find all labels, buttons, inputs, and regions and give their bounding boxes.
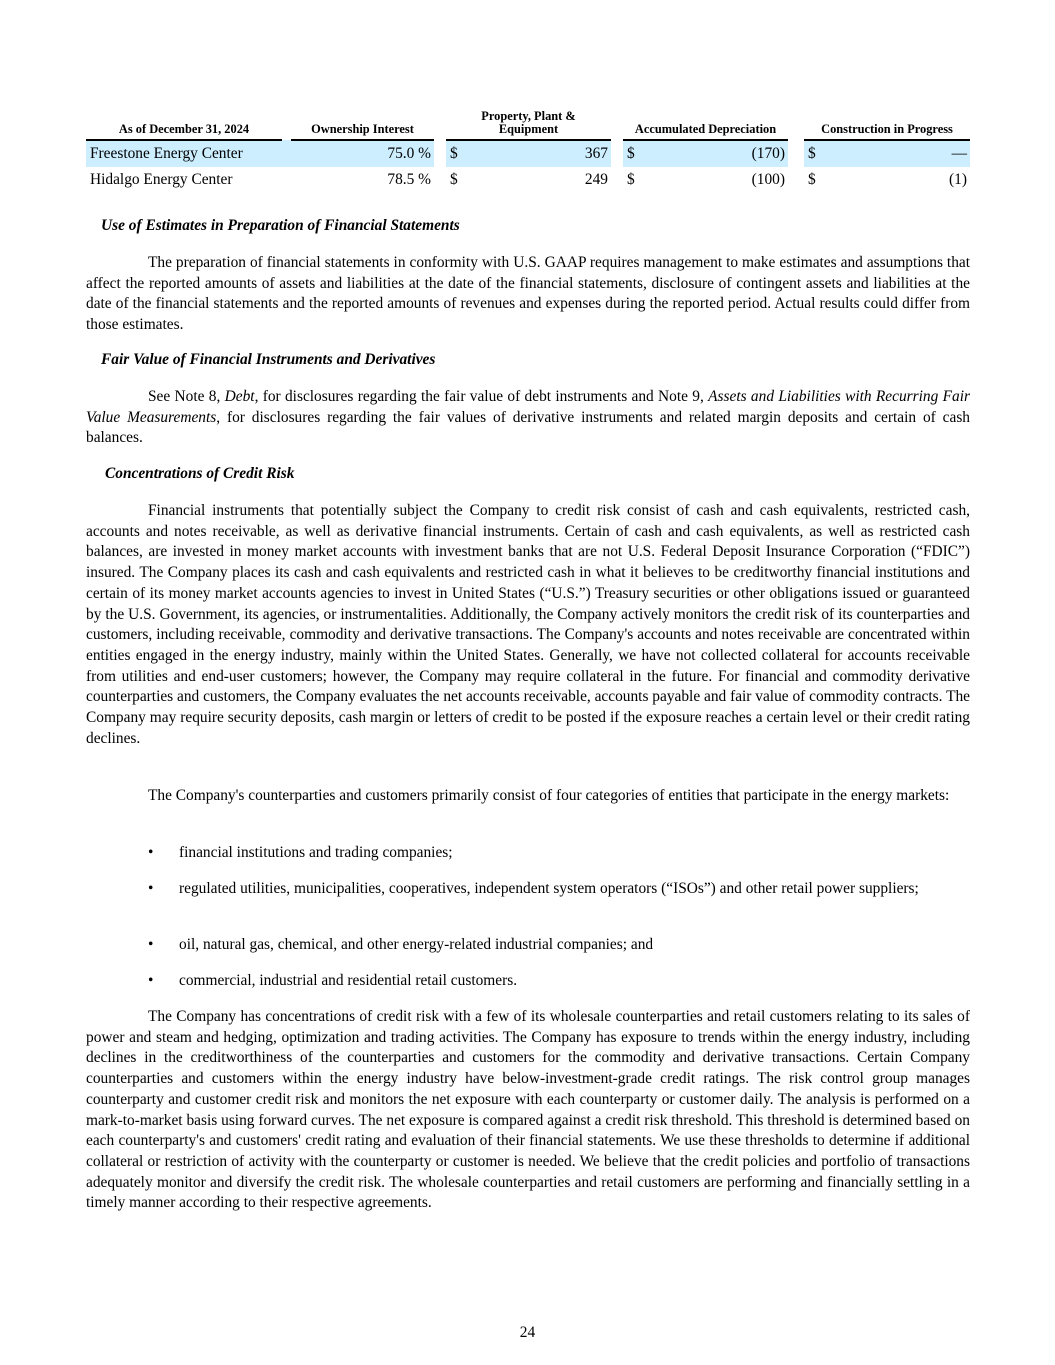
row-name: Hidalgo Energy Center bbox=[90, 170, 233, 188]
table-header-row bbox=[86, 110, 970, 140]
table-row bbox=[86, 140, 970, 167]
row-depreciation: (170) bbox=[643, 140, 788, 167]
currency-symbol: $ bbox=[450, 170, 458, 188]
section-heading-fair-value: Fair Value of Financial Instruments and Derivatives bbox=[101, 351, 436, 368]
row-construction: — bbox=[824, 140, 970, 167]
header-ppe: Property, Plant & Equipment bbox=[446, 110, 611, 140]
header-construction-in-progress: Construction in Progress bbox=[804, 110, 970, 140]
paragraph-estimates: The preparation of financial statements in conformity with U.S. GAAP requires management to make estimates and assumptions that affect the reported amounts of assets and liabilities at the date of the financial statements, disclosure of contingent assets and liabilities at the date of the financial statements and the reported amounts of revenues and expenses during the reported period. Actual results could differ from those estimates. bbox=[86, 254, 970, 334]
paragraph-credit-risk-3: The Company has concentrations of credit risk with a few of its wholesale counterparties and retail customers relating to its sales of power and steam and hedging, optimization and trading activities. The Company has exposure to trends within the energy industry, including declines in the creditworthiness of the counterparties and customers for the commodity and derivative transactions. Certain Company counterparties and customers within the energy industry have below-investment-grade credit ratings. The risk control group manages counterparty and customer credit risk and monitors the net exposure with each counterparty or customer daily. The analysis is performed on a mark-to-market basis using forward curves. The net exposure is compared against a credit risk threshold. This threshold is determined based on each counterparty's and customers' credit rating and evaluation of their financial statements. We use these thresholds to determine if additional collateral or restriction of activity with the counterparty or customer is needed. We believe that the credit policies and portfolio of transactions adequately monitor and diversify the credit risk. The wholesale counterparties and retail customers are performing and financially settling in a timely manner according to their respective agreements. bbox=[86, 1008, 970, 1212]
row-name: Freestone Energy Center bbox=[86, 140, 282, 167]
section-heading-credit-risk: Concentrations of Credit Risk bbox=[105, 465, 295, 482]
bullet-icon: • bbox=[148, 844, 154, 861]
paragraph-fair-value: See Note 8, Debt, for disclosures regarding the fair value of debt instruments and Note 9, Assets and Liabilities with Recurring Fair Value Measurements, for disclosures regarding the fair values of derivative instruments and related margin deposits and certain of cash balances. bbox=[86, 388, 971, 447]
currency-symbol: $ bbox=[808, 170, 816, 188]
header-as-of-date: As of December 31, 2024 bbox=[86, 110, 282, 140]
currency-symbol: $ bbox=[627, 170, 635, 188]
header-accumulated-depreciation: Accumulated Depreciation bbox=[623, 110, 788, 140]
currency-symbol: $ bbox=[446, 140, 466, 167]
row-ppe: 367 bbox=[466, 140, 611, 167]
row-ownership: 75.0 % bbox=[291, 140, 434, 167]
currency-symbol: $ bbox=[804, 140, 824, 167]
section-heading-estimates: Use of Estimates in Preparation of Financial Statements bbox=[101, 217, 460, 234]
row-ownership: 78.5 % bbox=[387, 170, 431, 188]
bullet-icon: • bbox=[148, 880, 154, 897]
link-text-fair-value-measurements: Assets and Liabilities with Recurring Fair Value Measurements bbox=[86, 388, 970, 426]
joint-ownership-table bbox=[86, 110, 970, 193]
paragraph-credit-risk-1: Financial instruments that potentially subject the Company to credit risk consist of cash and cash equivalents, restricted cash, accounts and notes receivable, as well as derivative financial instruments. Certain of cash and cash equivalents, as well as restricted cash balances, are invested in money market accounts with investment banks that are not U.S. Federal Deposit Insurance Corporation (“FDIC”) insured. The Company places its cash and cash equivalents and restricted cash in what it believes to be creditworthy financial institutions and certain of its money market accounts agencies to invest in United States (“U.S.”) Treasury securities or other obligations issued or guaranteed by the U.S. Government, its agencies, or instrumentalities. Additionally, the Company actively monitors the credit risk of its counterparties and customers, including receivable, commodity and derivative transactions. The Company's accounts and notes receivable are concentrated within entities engaged in the energy industry, mainly within the United States. Generally, we have not collected collateral for accounts receivable from utilities and end-user customers; however, the Company may require collateral in the future. For financial and commodity derivative counterparties and customers, the Company evaluates the net accounts receivable, accounts payable and fair value of commodity contracts. The Company may require security deposits, cash margin or letters of credit to be posted if the exposure reaches a certain level or their credit rating declines. bbox=[86, 502, 970, 747]
link-text-debt: Debt bbox=[224, 388, 255, 405]
currency-symbol: $ bbox=[623, 140, 643, 167]
table-row bbox=[86, 167, 970, 193]
paragraph-credit-risk-2: The Company's counterparties and customers primarily consist of four categories of entities that participate in the energy markets: bbox=[148, 787, 950, 804]
row-construction: (1) bbox=[949, 170, 967, 188]
header-ownership-interest: Ownership Interest bbox=[291, 110, 434, 140]
row-depreciation: (100) bbox=[751, 170, 785, 188]
bullet-icon: • bbox=[148, 972, 154, 989]
row-ppe: 249 bbox=[584, 170, 608, 188]
bullet-icon: • bbox=[148, 936, 154, 953]
page-number: 24 bbox=[519, 1324, 536, 1341]
